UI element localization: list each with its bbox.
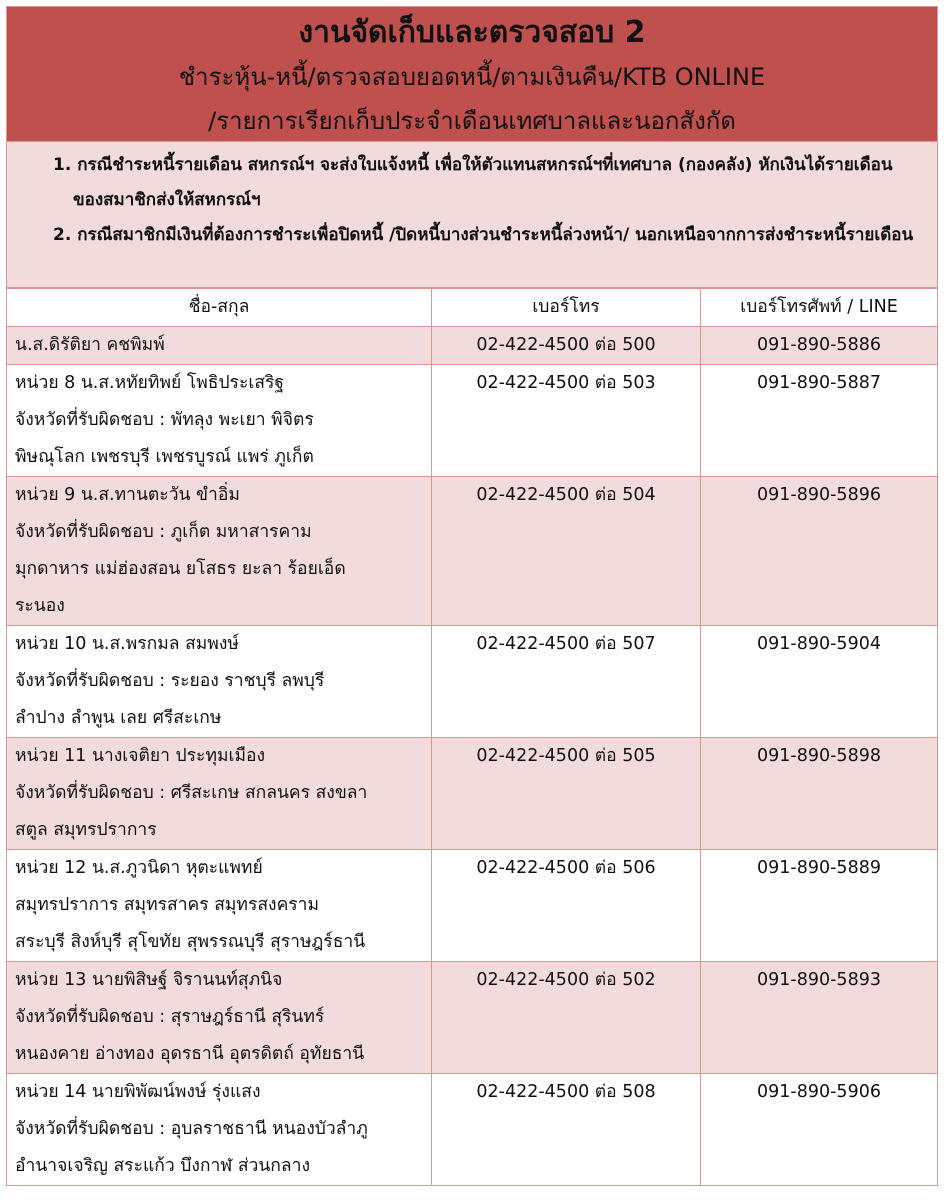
name-line: จังหวัดที่รับผิดชอบ : พัทลุง พะเยา พิจิตร bbox=[15, 410, 314, 430]
name-line: จังหวัดที่รับผิดชอบ : ศรีสะเกษ สกลนคร สงขลา bbox=[15, 783, 368, 803]
table-row bbox=[7, 477, 938, 626]
line-cell: 091-890-5889 bbox=[701, 850, 938, 962]
subtitle-line-2: /รายการเรียกเก็บประจำเดือนเทศบาลและนอกสังกัด bbox=[208, 107, 736, 135]
line-cell: 091-890-5887 bbox=[701, 365, 938, 477]
phone-cell: 02-422-4500 ต่อ 507 bbox=[432, 626, 701, 738]
name-cell bbox=[7, 738, 432, 850]
name-line: หน่วย 9 น.ส.ทานตะวัน ขำอิ่ม bbox=[15, 485, 240, 505]
name-line: หน่วย 12 น.ส.ภูวนิดา หุตะแพทย์ bbox=[15, 858, 263, 878]
phone-cell: 02-422-4500 ต่อ 508 bbox=[432, 1074, 701, 1186]
name-cell bbox=[7, 365, 432, 477]
phone-cell: 02-422-4500 ต่อ 500 bbox=[432, 327, 701, 365]
name-line: จังหวัดที่รับผิดชอบ : อุบลราชธานี หนองบัวลำภู bbox=[15, 1119, 368, 1139]
contact-table bbox=[6, 288, 938, 1186]
name-line: สระบุรี สิงห์บุรี สุโขทัย สุพรรณบุรี สุราษฎร์ธานี bbox=[15, 932, 366, 952]
line-cell: 091-890-5904 bbox=[701, 626, 938, 738]
phone-cell: 02-422-4500 ต่อ 505 bbox=[432, 738, 701, 850]
table-row bbox=[7, 626, 938, 738]
col-line: เบอร์โทรศัพท์ / LINE bbox=[701, 289, 938, 327]
name-line: จังหวัดที่รับผิดชอบ : ระยอง ราชบุรี ลพบุรี bbox=[15, 671, 325, 691]
name-line: น.ส.ดิรัติยา คชพิมพ์ bbox=[15, 335, 165, 355]
phone-cell: 02-422-4500 ต่อ 506 bbox=[432, 850, 701, 962]
name-line: หน่วย 8 น.ส.หทัยทิพย์ โพธิประเสริฐ bbox=[15, 373, 285, 393]
name-cell bbox=[7, 327, 432, 365]
name-cell bbox=[7, 477, 432, 626]
name-line: ลำปาง ลำพูน เลย ศรีสะเกษ bbox=[15, 708, 222, 728]
name-line: สมุทรปราการ สมุทรสาคร สมุทรสงคราม bbox=[15, 895, 320, 915]
table-row bbox=[7, 850, 938, 962]
name-line: จังหวัดที่รับผิดชอบ : ภูเก็ต มหาสารคาม bbox=[15, 522, 312, 542]
note-1: 1. กรณีชำระหนี้รายเดือน สหกรณ์ฯ จะส่งใบแจ้งหนี้ เพื่อให้ตัวแทนสหกรณ์ฯที่เทศบาล (กองคลัง) หักเงินได้รายเดือนของสมาชิกส่งให้สหกรณ์ฯ bbox=[53, 155, 893, 210]
table-row bbox=[7, 1074, 938, 1186]
name-line: สตูล สมุทรปราการ bbox=[15, 820, 157, 840]
name-cell bbox=[7, 962, 432, 1074]
name-line: พิษณุโลก เพชรบุรี เพชรบูรณ์ แพร่ ภูเก็ต bbox=[15, 447, 314, 467]
name-line: หน่วย 13 นายพิสิษฐ์ จิรานนท์สุภนิจ bbox=[15, 970, 283, 990]
instructions bbox=[6, 142, 938, 288]
phone-cell: 02-422-4500 ต่อ 503 bbox=[432, 365, 701, 477]
name-line: จังหวัดที่รับผิดชอบ : สุราษฎร์ธานี สุรินทร์ bbox=[15, 1007, 325, 1027]
name-line: มุกดาหาร แม่ฮ่องสอน ยโสธร ยะลา ร้อยเอ็ด bbox=[15, 559, 346, 579]
name-line: หน่วย 11 นางเจติยา ประทุมเมือง bbox=[15, 746, 266, 766]
line-cell: 091-890-5898 bbox=[701, 738, 938, 850]
subtitle-line-1: ชำระหุ้น-หนี้/ตรวจสอบยอดหนี้/ตามเงินคืน/KTB ONLINE bbox=[178, 63, 766, 91]
name-cell bbox=[7, 850, 432, 962]
name-line: อำนาจเจริญ สระแก้ว บึงกาฬ ส่วนกลาง bbox=[15, 1156, 310, 1176]
title-banner bbox=[6, 6, 938, 142]
line-cell: 091-890-5896 bbox=[701, 477, 938, 626]
phone-cell: 02-422-4500 ต่อ 502 bbox=[432, 962, 701, 1074]
line-cell: 091-890-5906 bbox=[701, 1074, 938, 1186]
table-row bbox=[7, 365, 938, 477]
name-cell bbox=[7, 626, 432, 738]
phone-cell: 02-422-4500 ต่อ 504 bbox=[432, 477, 701, 626]
name-line: หนองคาย อ่างทอง อุดรธานี อุตรดิตถ์ อุทัยธานี bbox=[15, 1044, 365, 1064]
note-2: 2. กรณีสมาชิกมีเงินที่ต้องการชำระเพื่อปิดหนี้ /ปิดหนี้บางส่วนชำระหนี้ล่วงหน้า/ นอกเหนือจากการส่งชำระหนี้รายเดือน bbox=[53, 225, 914, 245]
col-phone: เบอร์โทร bbox=[432, 289, 701, 327]
table-header-row bbox=[7, 289, 938, 327]
line-cell: 091-890-5893 bbox=[701, 962, 938, 1074]
document bbox=[6, 6, 938, 1186]
name-cell bbox=[7, 1074, 432, 1186]
name-line: หน่วย 14 นายพิพัฒน์พงษ์ รุ่งแสง bbox=[15, 1082, 261, 1102]
line-cell: 091-890-5886 bbox=[701, 327, 938, 365]
table-row bbox=[7, 738, 938, 850]
name-line: หน่วย 10 น.ส.พรกมล สมพงษ์ bbox=[15, 634, 239, 654]
page-title: งานจัดเก็บและตรวจสอบ 2 bbox=[298, 15, 646, 50]
table-row bbox=[7, 327, 938, 365]
name-line: ระนอง bbox=[15, 596, 65, 616]
table-row bbox=[7, 962, 938, 1074]
col-name: ชื่อ-สกุล bbox=[7, 289, 432, 327]
